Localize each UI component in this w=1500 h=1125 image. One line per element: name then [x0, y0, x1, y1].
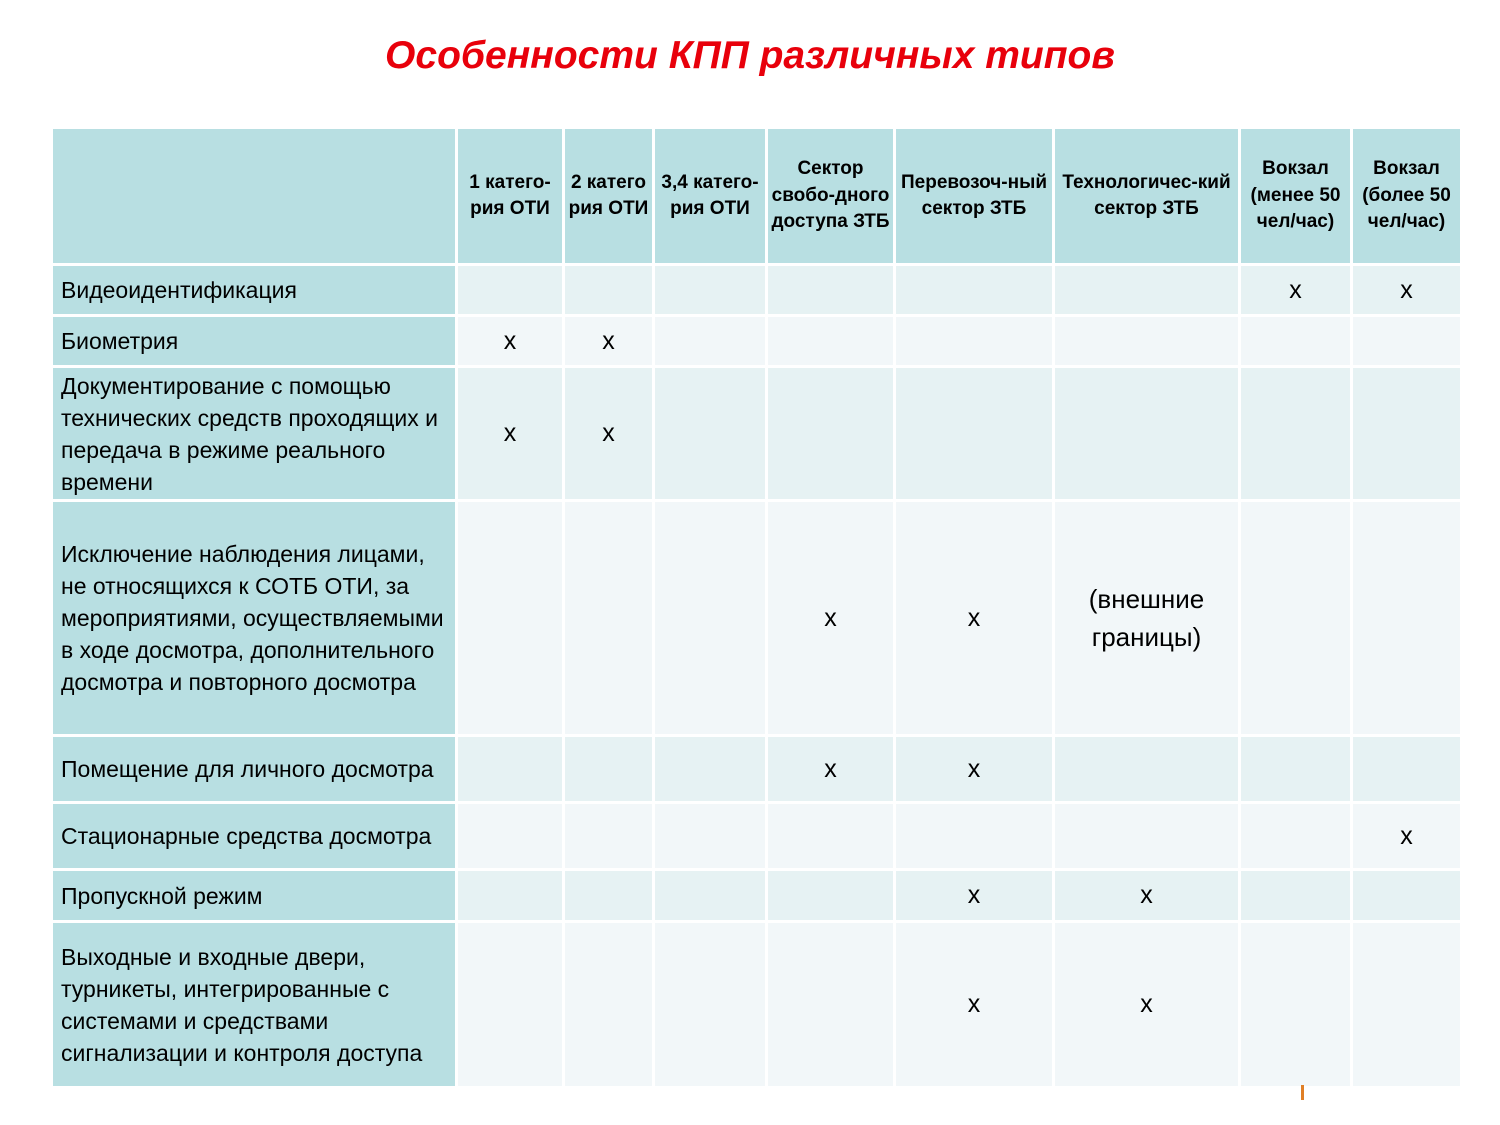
table-cell-note [1054, 501, 1240, 736]
table-cell [767, 316, 895, 367]
header-cell: 3,4 катего-рия ОТИ [654, 128, 767, 265]
table-row [52, 870, 1462, 922]
table-cell: x [1352, 265, 1462, 316]
table-cell [767, 803, 895, 870]
table-cell: x [457, 367, 564, 501]
table-cell [767, 922, 895, 1088]
table-cell: x [1352, 803, 1462, 870]
table-row [52, 922, 1462, 1088]
table-row [52, 736, 1462, 803]
external-borders-note: (внешние границы) [1088, 584, 1205, 652]
table-cell: x [1054, 922, 1240, 1088]
header-cell: Перевозоч-ный сектор ЗТБ [895, 128, 1054, 265]
table-cell [457, 265, 564, 316]
table-cell: x [1240, 265, 1352, 316]
table-row [52, 265, 1462, 316]
table-cell [767, 265, 895, 316]
features-table [50, 126, 1463, 1089]
table-cell [1240, 870, 1352, 922]
table-cell: x [564, 367, 654, 501]
table-cell [1054, 265, 1240, 316]
slide-title: Особенности КПП различных типов [385, 34, 1115, 77]
table-cell: x [1054, 870, 1240, 922]
table-cell [654, 265, 767, 316]
table-cell [1054, 803, 1240, 870]
table-cell [1054, 367, 1240, 501]
table-cell: x [895, 501, 1054, 736]
table-cell [457, 870, 564, 922]
table-cell: x [767, 736, 895, 803]
table-cell [564, 870, 654, 922]
row-label: Биометрия [52, 316, 457, 367]
table-cell [767, 367, 895, 501]
table-cell [1352, 922, 1462, 1088]
row-label: Пропускной режим [52, 870, 457, 922]
table-cell [895, 316, 1054, 367]
table-cell: x [895, 870, 1054, 922]
table-cell [654, 367, 767, 501]
table-cell: x [564, 316, 654, 367]
table-cell [1240, 736, 1352, 803]
row-label: Документирование с помощью технических средств проходящих и передача в режиме реального времени [52, 367, 457, 501]
table-row [52, 316, 1462, 367]
table-cell [895, 367, 1054, 501]
table-row [52, 803, 1462, 870]
header-cell: Сектор свобо-дного доступа ЗТБ [767, 128, 895, 265]
table-cell [654, 803, 767, 870]
header-cell: Вокзал (менее 50 чел/час) [1240, 128, 1352, 265]
header-cell: Вокзал (более 50 чел/час) [1352, 128, 1462, 265]
table-cell [1240, 501, 1352, 736]
row-label: Выходные и входные двери, турникеты, интегрированные с системами и средствами сигнализации и контроля доступа [52, 922, 457, 1088]
table-cell [457, 803, 564, 870]
table-cell [1352, 736, 1462, 803]
table-cell: x [767, 501, 895, 736]
table-cell [1352, 870, 1462, 922]
header-cell: 2 катего рия ОТИ [564, 128, 654, 265]
table-cell [1240, 922, 1352, 1088]
slide-corner-marker [1301, 1085, 1304, 1100]
table-cell [457, 922, 564, 1088]
table-cell [1352, 367, 1462, 501]
table-cell [1054, 736, 1240, 803]
table-cell [654, 870, 767, 922]
table-cell [564, 501, 654, 736]
table-cell [654, 922, 767, 1088]
table-cell [1352, 501, 1462, 736]
table-cell: x [895, 736, 1054, 803]
table-cell [1352, 316, 1462, 367]
row-label: Исключение наблюдения лицами, не относящихся к СОТБ ОТИ, за мероприятиями, осуществляемыми в ходе досмотра, дополнительного досмотра и повторного досмотра [52, 501, 457, 736]
table-cell [654, 316, 767, 367]
table-cell [564, 265, 654, 316]
table-cell [895, 265, 1054, 316]
table-cell [564, 922, 654, 1088]
table-cell [457, 736, 564, 803]
row-label: Стационарные средства досмотра [52, 803, 457, 870]
header-cell-corner [52, 128, 457, 265]
table-cell [1054, 316, 1240, 367]
table-cell [654, 501, 767, 736]
header-cell: Технологичес-кий сектор ЗТБ [1054, 128, 1240, 265]
table-cell [895, 803, 1054, 870]
table-cell [1240, 367, 1352, 501]
header-cell: 1 катего-рия ОТИ [457, 128, 564, 265]
table-row [52, 367, 1462, 501]
table-cell [564, 803, 654, 870]
table-cell [564, 736, 654, 803]
row-label: Видеоидентификация [52, 265, 457, 316]
table-cell [1240, 316, 1352, 367]
table-cell [654, 736, 767, 803]
table-header-row [52, 128, 1462, 265]
table-cell: x [457, 316, 564, 367]
table-row [52, 501, 1462, 736]
table-cell [457, 501, 564, 736]
table-cell: x [895, 922, 1054, 1088]
row-label: Помещение для личного досмотра [52, 736, 457, 803]
table-cell [1240, 803, 1352, 870]
table-cell [767, 870, 895, 922]
